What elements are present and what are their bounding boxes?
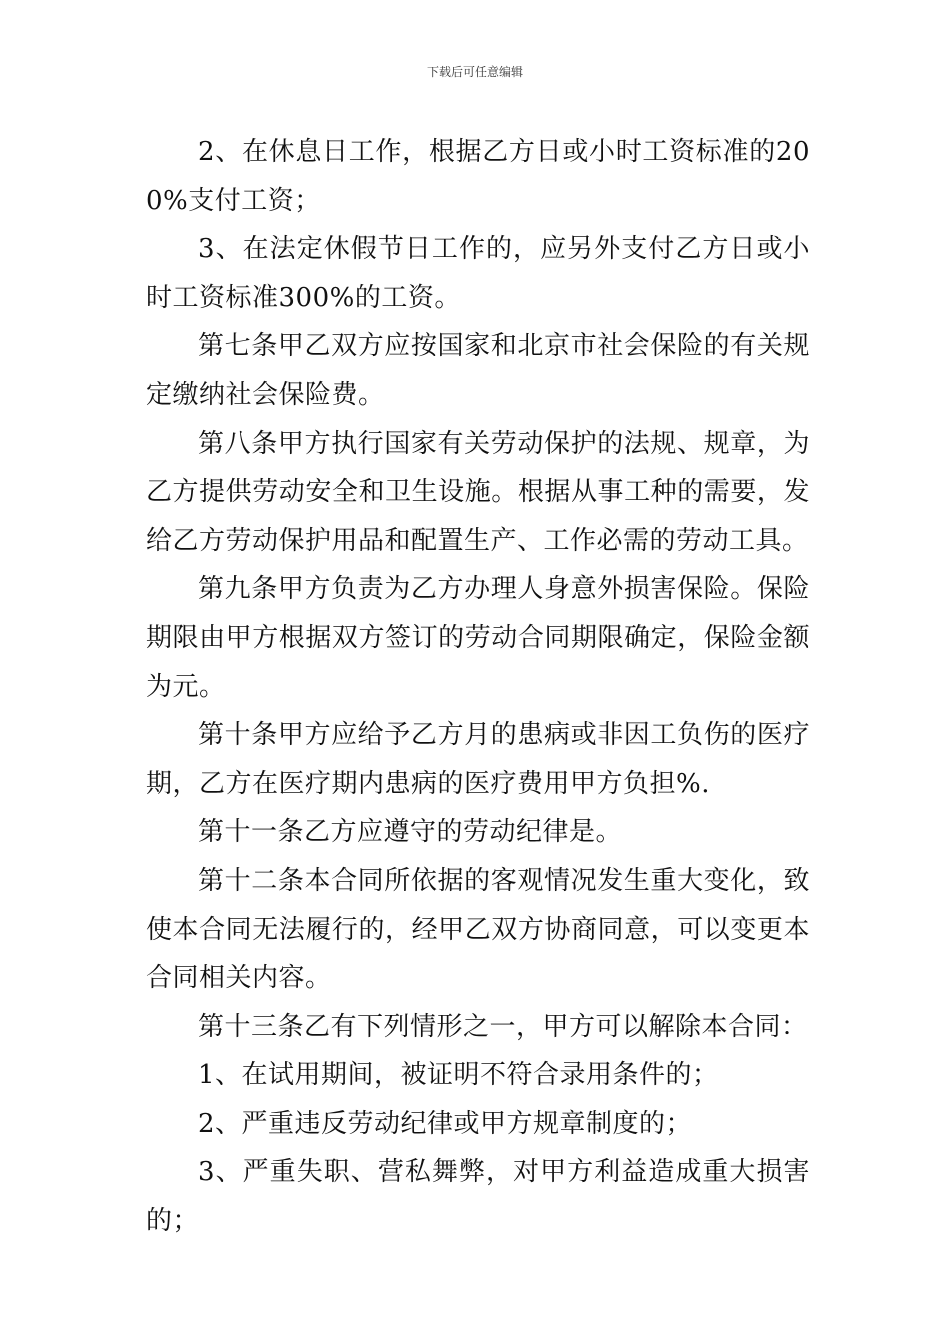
paragraph-article-8: 第八条甲方执行国家有关劳动保护的法规、规章，为乙方提供劳动安全和卫生设施。根据从事工种的需要，发给乙方劳动保护用品和配置生产、工作必需的劳动工具。	[146, 428, 810, 556]
paragraph-article-12: 第十二条本合同所依据的客观情况发生重大变化，致使本合同无法履行的，经甲乙双方协商同意，可以变更本合同相关内容。	[146, 865, 810, 994]
paragraph-article-9: 第九条甲方负责为乙方办理人身意外损害保险。保险期限由甲方根据双方签订的劳动合同期限确定，保险金额为元。	[146, 574, 810, 702]
paragraph-article-11: 第十一条乙方应遵守的劳动纪律是。	[198, 817, 623, 848]
paragraph-article-13: 第十三条乙有下列情形之一，甲方可以解除本合同：	[198, 1011, 808, 1042]
paragraph-article-7: 第七条甲乙双方应按国家和北京市社会保险的有关规定缴纳社会保险费。	[146, 331, 810, 410]
paragraph-article-10: 第十条甲方应给予乙方月的患病或非因工负伤的医疗期，乙方在医疗期内患病的医疗费用甲方负担%.	[146, 720, 810, 799]
list-item-probation: 1、在试用期间，被证明不符合录用条件的；	[198, 1060, 719, 1091]
list-item-misconduct: 3、严重失职、营私舞弊，对甲方利益造成重大损害的；	[146, 1157, 810, 1237]
paragraph-rest-day-pay: 2、在休息日工作，根据乙方日或小时工资标准的200%支付工资；	[146, 137, 810, 216]
paragraph-holiday-pay: 3、在法定休假节日工作的，应另外支付乙方日或小时工资标准300%的工资。	[146, 234, 810, 313]
page-header-note: 下载后可任意编辑	[426, 65, 523, 79]
document-body	[146, 128, 810, 1246]
list-item-discipline: 2、严重违反劳动纪律或甲方规章制度的；	[198, 1108, 693, 1139]
